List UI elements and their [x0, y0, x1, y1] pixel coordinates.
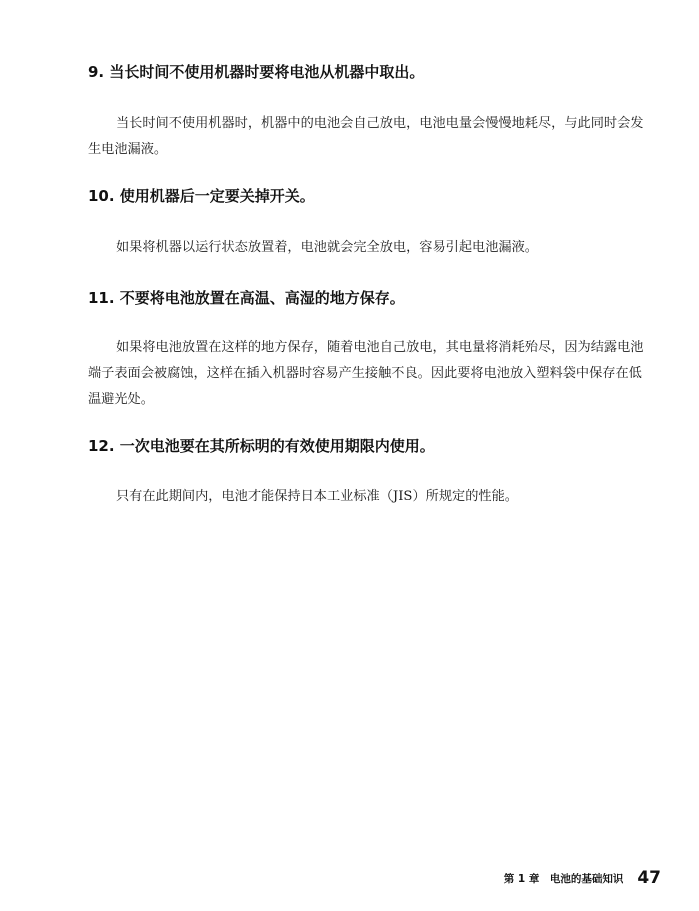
page-footer — [504, 868, 661, 888]
page-number: 47 — [637, 868, 661, 888]
section-body-9 — [88, 111, 648, 163]
section-heading-12: 12. 一次电池要在其所标明的有效使用期限内使用。 — [88, 437, 435, 455]
section-body-text: 当长时间不使用机器时，机器中的电池会自己放电，电池电量会慢慢地耗尽，与此同时会发生电池漏液。 — [88, 116, 644, 157]
section-heading-9: 9. 当长时间不使用机器时要将电池从机器中取出。 — [88, 63, 425, 81]
section-body-12 — [88, 484, 648, 510]
section-body-11 — [88, 335, 648, 413]
section-heading-11: 11. 不要将电池放置在高温、高湿的地方保存。 — [88, 289, 405, 307]
section-heading-10: 10. 使用机器后一定要关掉开关。 — [88, 187, 315, 205]
section-body-text: 如果将电池放置在这样的地方保存，随着电池自己放电，其电量将消耗殆尽，因为结露电池端子表面会被腐蚀，这样在插入机器时容易产生接触不良。因此要将电池放入塑料袋中保存在低温避光处。 — [88, 340, 644, 407]
section-body-10 — [88, 235, 648, 261]
section-body-text: 只有在此期间内，电池才能保持日本工业标准（JIS）所规定的性能。 — [116, 489, 518, 504]
chapter-title: 第 1 章 电池的基础知识 — [503, 872, 624, 885]
section-body-text: 如果将机器以运行状态放置着，电池就会完全放电，容易引起电池漏液。 — [116, 240, 538, 255]
